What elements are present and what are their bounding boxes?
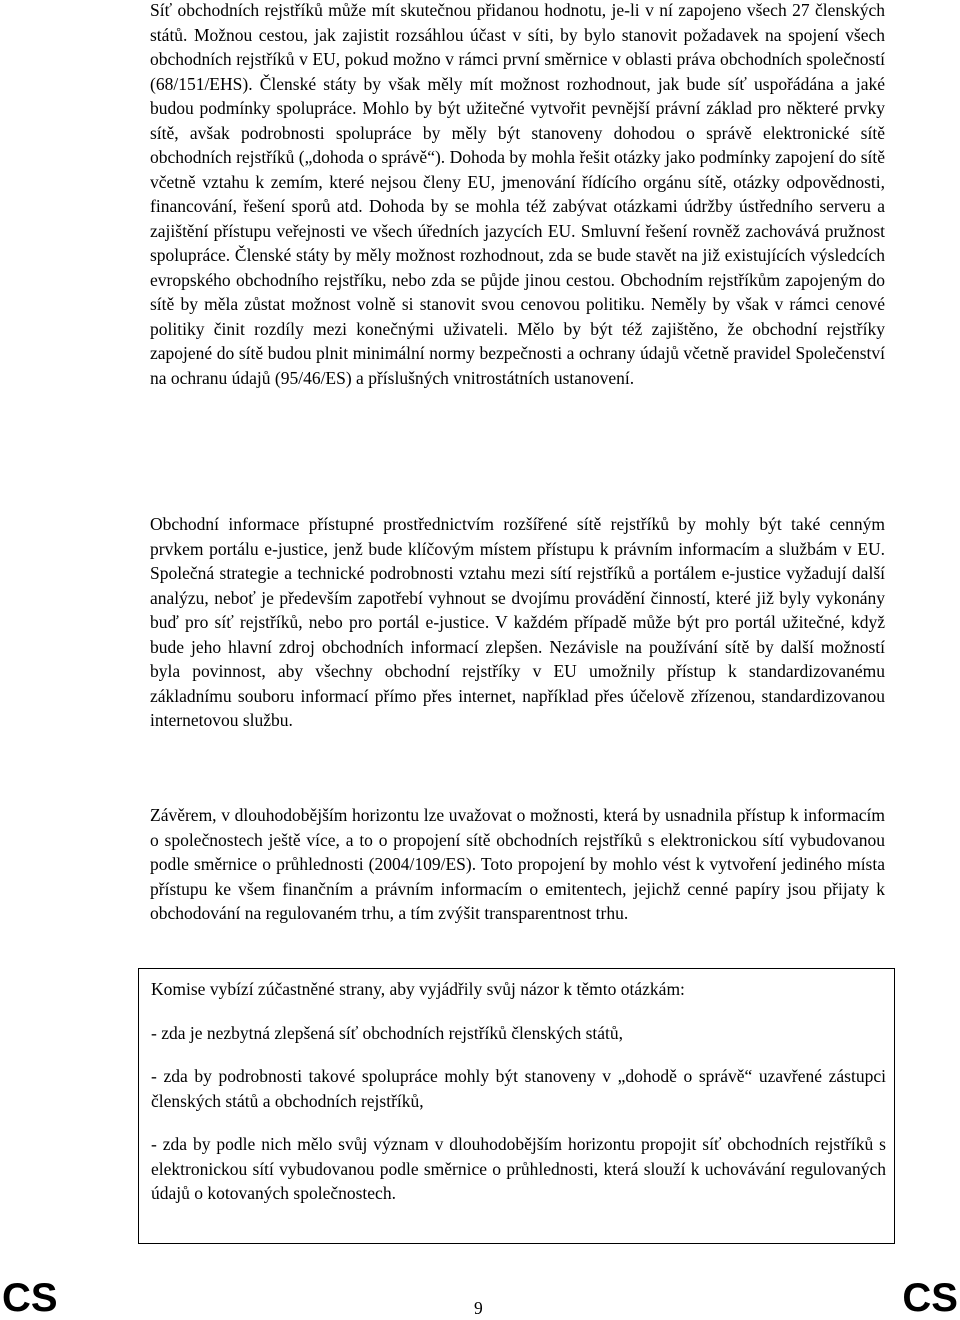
paragraph-conclusion: Závěrem, v dlouhodobějším horizontu lze uvažovat o možnosti, která by usnadnila přístup k informacím o společnostech ještě více, a to o propojení sítě obchodních rejstříků s elektronickou sítí vybudovanou podle směrnice o průhlednosti (2004/109/ES). Toto propojení by mohlo vést k vytvoření jediného místa přístupu ke všem finančním a právním informacím o emitentech, jejichž cenné papíry jsou přijaty k obchodování na regulovaném trhu, a tím zvýšit transparentnost trhu. (150, 805, 885, 923)
footer-language-code-right: CS (902, 1276, 958, 1320)
footer-language-code-left: CS (2, 1276, 58, 1320)
paragraph-network-agreement: Síť obchodních rejstříků může mít skutečnou přidanou hodnotu, je-li v ní zapojeno všech 27 členských států. Možnou cestou, jak zajistit rozsáhlou účast v síti, by bylo stanovit požadavek na spojení všech obchodních rejstříků v EU, pokud možno v rámci první směrnice v oblasti práva obchodních společností (68/151/EHS). Členské státy by však měly mít možnost rozhodnout, jak bude síť uspořádána a jaké budou podmínky spolupráce. Mohlo by být užitečné vytvořit pevnější právní základ pro některé prvky sítě, avšak podrobnosti spolupráce by měly být stanoveny dohodou o správě elektronické sítě obchodních rejstříků („dohoda o správě“). Dohoda by mohla řešit otázky jako podmínky zapojení do sítě včetně vztahu k zemím, které nejsou členy EU, jmenování řídícího orgánu sítě, otázky odpovědnosti, financování, řešení sporů atd. Dohoda by se mohla též zabývat otázkami údržby ústředního serveru a zajištění přístupu veřejnosti ve všech úředních jazycích EU. Smluvní řešení rovněž zachovává pružnost spolupráce. Členské státy by měly možnost rozhodnout, zda se bude stavět na již existujících výsledcích evropského obchodního rejstříku, nebo zda se půjde jinou cestou. Obchodním rejstříkům zapojeným do sítě by měla zůstat možnost volně si stanovit svou cenovou politiku. Neměly by však v rámci cenové politiky činit rozdíly mezi konečnými uživateli. Mělo by být též zajištěno, že obchodní rejstříky zapojené do sítě budou plnit minimální normy bezpečnosti a ochrany údajů včetně pravidel Společenství na ochranu údajů (95/46/ES) a příslušných vnitrostátních ustanovení. (150, 0, 885, 388)
question-item: - zda by podle nich mělo svůj význam v dlouhodobějším horizontu propojit síť obchodních rejstříků s elektronickou sítí vybudovanou podle směrnice o průhlednosti, která slouží k uchovávání regulovaných údajů o kotovaných společnostech. (151, 1134, 886, 1203)
paragraph-e-justice: Obchodní informace přístupné prostřednictvím rozšířené sítě rejstříků by mohly být také cenným prvkem portálu e-justice, jenž bude klíčovým místem přístupu k právním informacím a službám v EU. Společná strategie a technické podrobnosti vztahu mezi sítí rejstříků a portálem e-justice vyžadují další analýzu, neboť je především zapotřebí vyhnout se dvojímu provádění činností, které již byly vykonány buď pro síť rejstříků, nebo pro portál e-justice. V každém případě může být pro portál užitečné, když bude jeho hlavní zdroj obchodních informací zlepšen. Nezávisle na používání sítě by další možností byla povinnost, aby všechny obchodní rejstříky v EU umožnily přístup k standardizovanému základnímu souboru informací přímo přes internet, například přes účelově zřízenou, standardizovanou internetovou službu. (150, 514, 885, 730)
consultation-questions-box (138, 968, 895, 1244)
question-item: - zda je nezbytná zlepšená síť obchodních rejstříků členských států, (151, 1022, 624, 1043)
questions-intro: Komise vybízí zúčastněné strany, aby vyjádřily svůj názor k těmto otázkám: (151, 979, 685, 999)
page-number: 9 (474, 1298, 483, 1318)
question-item: - zda by podrobnosti takové spolupráce mohly být stanoveny v „dohodě o správě“ uzavřené zástupci členských států a obchodních rejstříků, (151, 1066, 886, 1111)
